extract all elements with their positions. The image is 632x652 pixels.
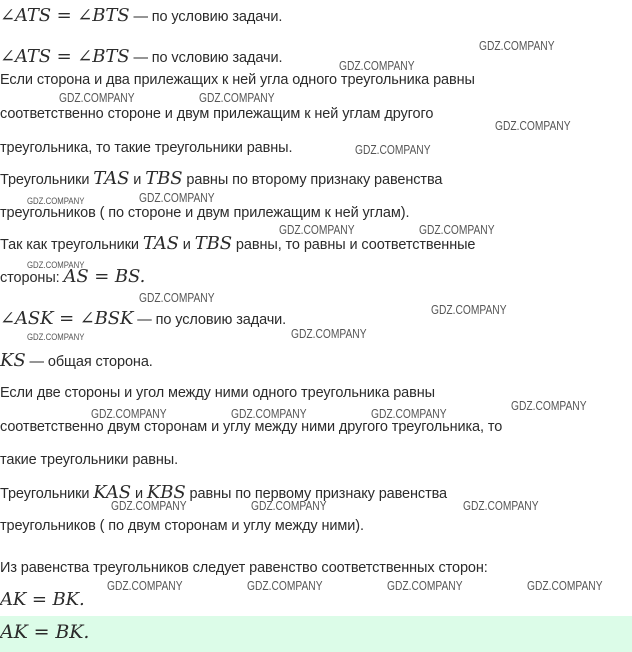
watermark-text: GDZ.COMPANY [107,579,183,593]
line-text: и [129,172,146,188]
watermark-text: GDZ.COMPANY [251,499,327,513]
line-text: Если сторона и два прилежащих к ней угла одного треугольника равны [0,72,475,88]
final-line-2 [0,590,85,611]
line-text: — по условию задачи. [129,9,283,25]
triangle-name: KAS [93,482,132,503]
triangle-name: TBS [194,233,232,254]
side-equality-formula: AK = BK. [0,589,85,610]
line-text: — по vсловию задачи. [129,50,283,66]
line-text: треугольников ( по двум сторонам и углу между ними). [0,518,364,534]
side-equality-formula: AS = BS. [63,266,146,287]
watermark-text: GDZ.COMPANY [527,579,603,593]
line-text: — общая сторона. [25,354,153,370]
watermark-text: GDZ.COMPANY [27,260,85,271]
condition-line-3 [0,309,286,330]
angle-equality-formula: ∠ASK = ∠BSK [0,308,134,329]
watermark-text: GDZ.COMPANY [139,291,215,305]
theorem-line-2 [0,104,433,124]
watermark-text: GDZ.COMPANY [479,39,555,53]
watermark-text: GDZ.COMPANY [91,407,167,421]
line-text: стороны: [0,270,64,286]
side-name: KS [0,350,26,371]
theorem2-line-3 [0,450,178,470]
condition-line-1 [0,6,282,27]
watermark-text: GDZ.COMPANY [199,91,275,105]
watermark-text: GDZ.COMPANY [139,191,215,205]
answer-line [0,622,89,644]
watermark-text: GDZ.COMPANY [247,579,323,593]
watermark-text: GDZ.COMPANY [27,196,85,207]
conclusion2-line-2 [0,516,364,536]
triangle-name: TAS [142,233,179,254]
line-text: соответственно стороне и двум прилежащим к ней углам другого [0,106,434,122]
theorem2-line-1 [0,383,435,403]
line-text: равны по второму признаку равенства [182,172,443,188]
conclusion-line-1 [0,169,442,190]
watermark-text: GDZ.COMPANY [27,332,85,343]
sides-line-1 [0,234,475,255]
line-text: треугольника, то такие треугольники равны. [0,140,293,156]
watermark-text: GDZ.COMPANY [495,119,571,133]
line-text: равны по первому признаку равенства [185,486,448,502]
answer-formula: AK = BK. [0,621,90,643]
triangle-name: KBS [146,482,186,503]
angle-equality-formula: ∠ATS = ∠BTS [0,5,130,26]
watermark-text: GDZ.COMPANY [59,91,135,105]
watermark-text: GDZ.COMPANY [355,143,431,157]
watermark-text: GDZ.COMPANY [291,327,367,341]
watermark-text: GDZ.COMPANY [339,59,415,73]
line-text: и [131,486,147,502]
line-text: равны, то равны и соответственные [232,237,476,253]
line-text: такие треугольники равны. [0,452,179,468]
watermark-text: GDZ.COMPANY [371,407,447,421]
watermark-text: GDZ.COMPANY [279,223,355,237]
line-text: Из равенства треугольников следует равенство соответственных сторон: [0,560,488,576]
watermark-text: GDZ.COMPANY [231,407,307,421]
line-text: Если две стороны и угол между ними одного треугольника равны [0,385,435,401]
theorem-line-1 [0,70,475,90]
line-text: Треугольники [0,172,94,188]
theorem-line-3 [0,138,292,158]
angle-equality-formula: ∠ATS = ∠BTS [0,46,130,67]
watermark-text: GDZ.COMPANY [111,499,187,513]
watermark-text: GDZ.COMPANY [511,399,587,413]
condition-line-2 [0,47,282,68]
answer-box [0,616,632,652]
final-line-1 [0,558,488,578]
line-text: и [178,237,195,253]
watermark-text: GDZ.COMPANY [419,223,495,237]
line-text: Треугольники [0,486,94,502]
triangle-name: TAS [93,168,130,189]
common-side-line [0,351,153,372]
line-text: соответственно двум сторонам и углу между ними другого треугольника, то [0,419,503,435]
watermark-text: GDZ.COMPANY [431,303,507,317]
conclusion2-line-1 [0,483,447,504]
line-text: — по условию задачи. [133,312,287,328]
watermark-text: GDZ.COMPANY [463,499,539,513]
triangle-name: TBS [145,168,183,189]
watermark-text: GDZ.COMPANY [387,579,463,593]
line-text: Так как треугольники [0,237,143,253]
line-text: треугольников ( по стороне и двум прилежащим к ней углам). [0,205,410,221]
